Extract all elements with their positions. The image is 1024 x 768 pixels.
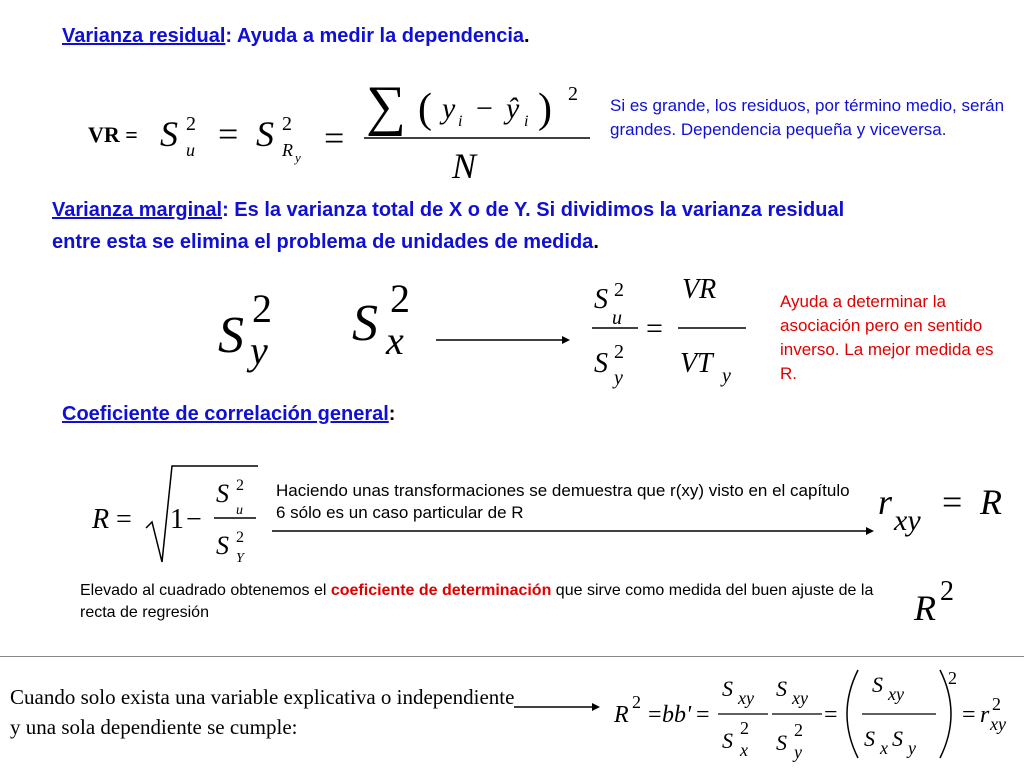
- simple-regression-text: Cuando solo exista una variable explicativa o independiente y una sola dependiente se cumple:: [10, 685, 515, 739]
- svg-text:y: y: [794, 742, 802, 762]
- transform-arrow: [270, 524, 880, 538]
- svg-text:=: =: [116, 504, 132, 535]
- svg-text:N: N: [452, 146, 477, 186]
- svg-text:ŷ: ŷ: [506, 92, 520, 125]
- svg-text:y: y: [295, 150, 301, 165]
- svg-text:S: S: [352, 295, 378, 352]
- svg-text:=: =: [696, 702, 710, 728]
- svg-text:): ): [538, 86, 552, 132]
- svg-text:r: r: [980, 702, 990, 728]
- svg-text:S: S: [594, 348, 608, 379]
- residual-variance-formula: [150, 78, 600, 188]
- svg-text:xy: xy: [990, 714, 1006, 734]
- svg-text:VR: VR: [682, 274, 717, 305]
- svg-text:S: S: [722, 676, 733, 701]
- svg-text:=: =: [646, 312, 663, 345]
- section-divider: [0, 656, 1024, 657]
- svg-text:−: −: [186, 504, 202, 535]
- svg-text:−: −: [476, 92, 493, 125]
- svg-text:∑: ∑: [366, 78, 406, 137]
- svg-text:r: r: [878, 482, 893, 522]
- svg-text:xy: xy: [894, 504, 921, 537]
- residual-variance-heading: Varianza residual: Ayuda a medir la dependencia.: [62, 25, 530, 47]
- svg-text:u: u: [612, 307, 622, 329]
- svg-text:2: 2: [794, 720, 803, 740]
- svg-text:2: 2: [948, 668, 957, 688]
- svg-text:S: S: [594, 284, 608, 315]
- svg-text:1: 1: [170, 504, 184, 535]
- svg-text:R: R: [282, 140, 293, 160]
- marginal-variance-term: Varianza marginal: [52, 199, 223, 221]
- svg-text:y: y: [250, 328, 268, 373]
- svg-text:2: 2: [186, 113, 196, 135]
- svg-text:=: =: [942, 482, 963, 522]
- transform-text: Haciendo unas transformaciones se demuestra que r(xy) visto en el capítulo 6 sólo es un caso particular de R: [276, 481, 850, 522]
- svg-text:2: 2: [282, 113, 292, 135]
- svg-text:Y: Y: [236, 551, 244, 566]
- svg-text:S: S: [722, 728, 733, 753]
- svg-text:2: 2: [236, 477, 244, 494]
- svg-text:VT: VT: [680, 348, 713, 379]
- svg-text:2: 2: [390, 276, 410, 321]
- svg-text:S: S: [160, 114, 178, 154]
- svg-text:2: 2: [992, 694, 1001, 714]
- svg-text:S: S: [256, 114, 274, 154]
- residual-variance-note: Si es grande, los residuos, por término medio, serán grandes. Dependencia pequeña y viceversa.: [610, 96, 1005, 139]
- svg-text:=: =: [324, 118, 345, 158]
- svg-text:S: S: [892, 726, 903, 751]
- svg-text:xy: xy: [888, 684, 904, 704]
- svg-text:xy: xy: [792, 688, 808, 708]
- r-squared: [908, 570, 988, 630]
- marginal-variance-heading: Varianza marginal: Es la varianza total de X o de Y. Si dividimos la varianza residual entre esta se elimina el problema de unidades de medida.: [52, 199, 845, 253]
- svg-text:=: =: [648, 702, 662, 728]
- determination-text: Elevado al cuadrado obtenemos el coeficiente de determinación que sirve como medida del buen ajuste de la recta de regresión: [80, 582, 874, 621]
- svg-text:y: y: [722, 365, 731, 387]
- svg-text:S: S: [864, 726, 875, 751]
- svg-text:i: i: [524, 113, 529, 130]
- rxy-equals-r: [872, 478, 1020, 542]
- svg-text:=: =: [824, 702, 838, 728]
- svg-text:2: 2: [614, 279, 624, 301]
- correlation-term: Coeficiente de correlación general: [62, 403, 389, 425]
- svg-text:u: u: [186, 140, 195, 160]
- svg-text:2: 2: [740, 718, 749, 738]
- svg-text:2: 2: [568, 83, 578, 105]
- svg-text:R: R: [980, 482, 1002, 522]
- svg-text:R: R: [92, 504, 110, 535]
- svg-text:R: R: [614, 702, 629, 728]
- svg-text:2: 2: [940, 576, 954, 607]
- svg-text:R: R: [914, 588, 936, 628]
- svg-text:S: S: [216, 479, 229, 508]
- svg-text:2: 2: [236, 529, 244, 546]
- svg-text:2: 2: [614, 341, 624, 363]
- svg-text:x: x: [880, 738, 888, 758]
- svg-text:u: u: [236, 503, 243, 518]
- determination-formula: [610, 662, 1020, 766]
- svg-text:x: x: [386, 318, 404, 363]
- svg-text:xy: xy: [738, 688, 754, 708]
- svg-text:i: i: [458, 113, 463, 130]
- svg-text:y: y: [908, 738, 916, 758]
- marginal-variance-formulas: [200, 272, 760, 402]
- simple-regression-arrow: [512, 700, 602, 714]
- correlation-heading: Coeficiente de correlación general:: [62, 403, 396, 425]
- svg-text:S: S: [872, 672, 883, 697]
- correlation-formula: [90, 462, 270, 572]
- svg-text:=: =: [218, 114, 239, 154]
- marginal-variance-note: Ayuda a determinar la asociación pero en sentido inverso. La mejor medida es R.: [780, 292, 994, 383]
- svg-text:x: x: [740, 740, 748, 760]
- svg-text:y: y: [442, 92, 456, 125]
- svg-text:S: S: [218, 307, 244, 364]
- svg-text:bb': bb': [662, 702, 692, 728]
- svg-text:S: S: [216, 531, 229, 560]
- svg-text:=: =: [962, 702, 976, 728]
- svg-text:(: (: [418, 86, 432, 132]
- svg-text:2: 2: [632, 692, 641, 712]
- svg-text:y: y: [614, 367, 623, 389]
- vr-label: VR =: [88, 122, 138, 147]
- residual-variance-term: Varianza residual: [62, 25, 226, 47]
- svg-text:S: S: [776, 730, 787, 755]
- svg-text:2: 2: [252, 286, 272, 331]
- svg-text:S: S: [776, 676, 787, 701]
- determination-term: coeficiente de determinación: [330, 582, 552, 599]
